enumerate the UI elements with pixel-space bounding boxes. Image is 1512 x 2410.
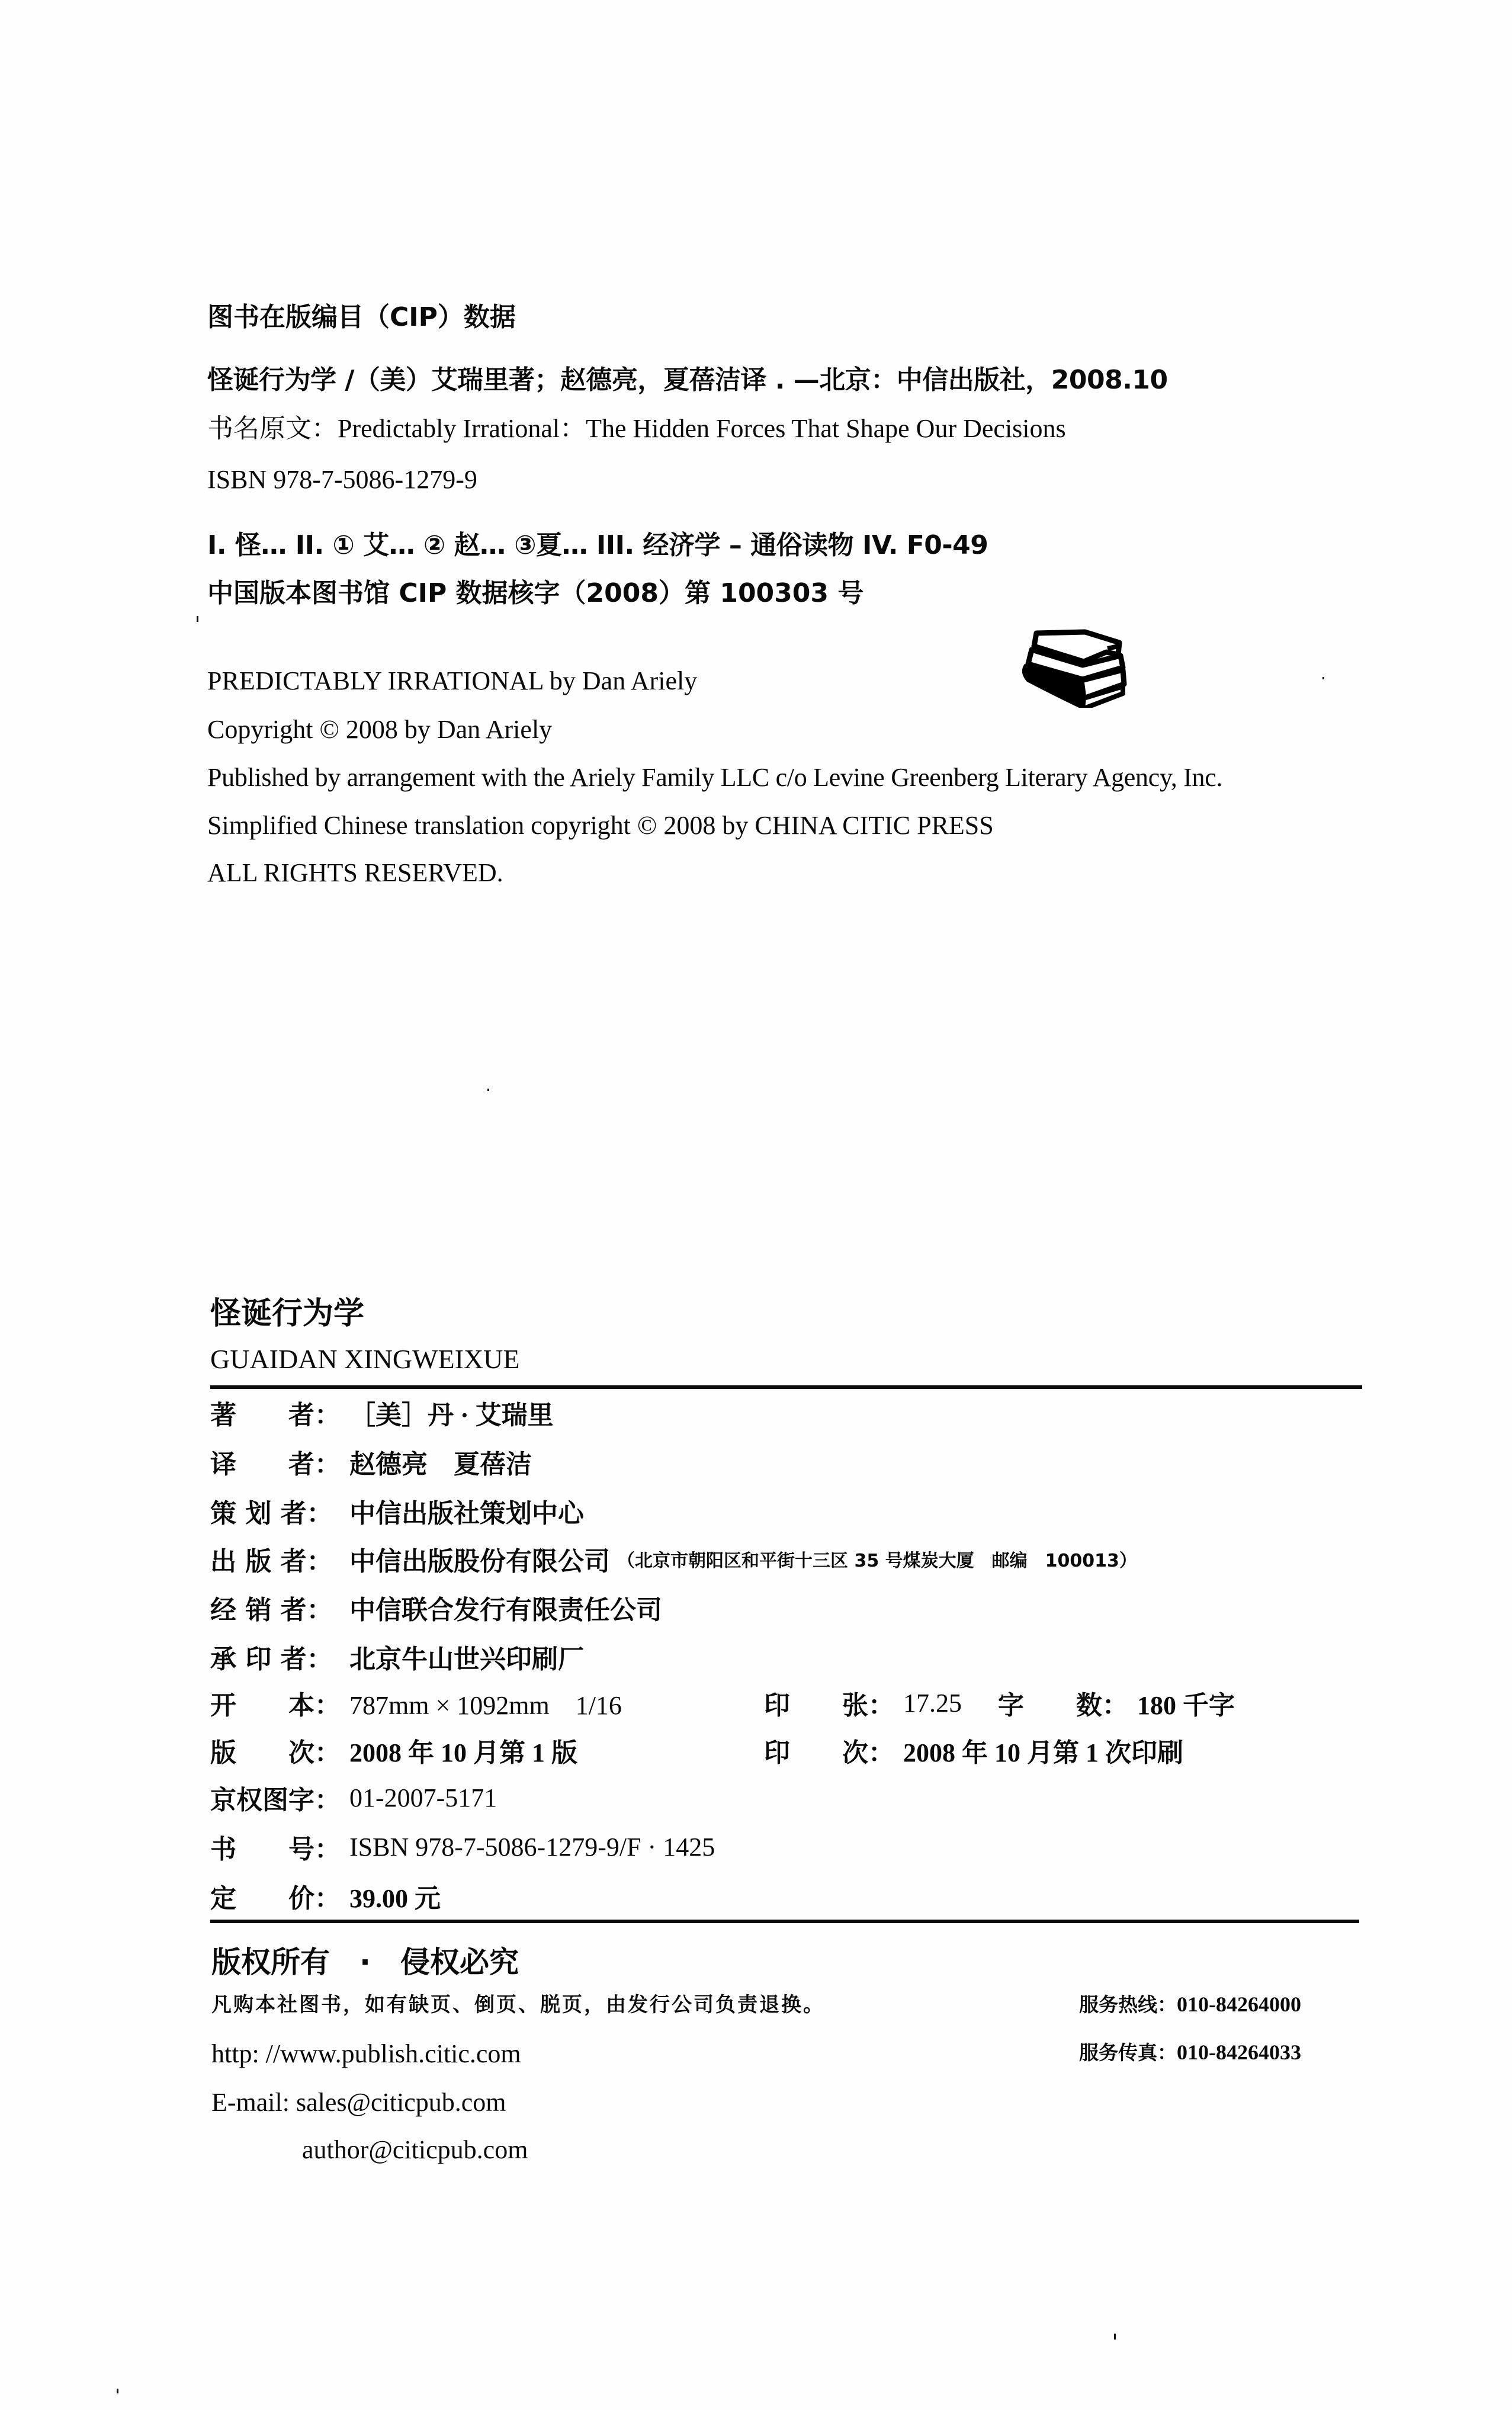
copyright-slogan: 版权所有 · 侵权必究 bbox=[211, 1945, 519, 1979]
service-hotline bbox=[1079, 1994, 1301, 2015]
planner-value: 中信出版社策划中心 bbox=[349, 1499, 584, 1528]
author-value: ［美］丹 · 艾瑞里 bbox=[349, 1401, 554, 1430]
email-author-link[interactable]: author@citicpub.com bbox=[302, 2135, 528, 2164]
detail-translator bbox=[210, 1445, 532, 1478]
rights-reserved: ALL RIGHTS RESERVED. bbox=[207, 858, 503, 887]
return-notice: 凡购本社图书，如有缺页、倒页、脱页，由发行公司负责退换。 bbox=[211, 1993, 825, 2017]
service-fax bbox=[1079, 2042, 1301, 2063]
detail-price bbox=[210, 1879, 441, 1912]
cip-original-title bbox=[207, 416, 1066, 442]
cip-classification: I. 怪… II. ① 艾… ② 赵… ③夏… III. 经济学 – 通俗读物 IV. F0-49 bbox=[207, 530, 988, 560]
distributor-label: 经 销 者： bbox=[210, 1595, 333, 1625]
price-label: 定 价： bbox=[210, 1883, 341, 1914]
translator-label: 译 者： bbox=[210, 1449, 341, 1480]
scan-speck bbox=[1114, 2334, 1116, 2340]
book-number-label: 书 号： bbox=[210, 1834, 341, 1865]
format-label: 开 本： bbox=[210, 1690, 341, 1721]
format-value: 787mm × 1092mm 1/16 bbox=[349, 1691, 622, 1720]
publisher-label: 出 版 者： bbox=[210, 1546, 333, 1577]
detail-format bbox=[210, 1686, 1235, 1719]
detail-license bbox=[210, 1781, 497, 1814]
detail-author bbox=[210, 1396, 554, 1429]
author-label: 著 者： bbox=[210, 1400, 341, 1430]
book-title-pinyin: GUAIDAN XINGWEIXUE bbox=[210, 1344, 520, 1374]
cip-bibliographic-line: 怪诞行为学 /（美）艾瑞里著；赵德亮，夏蓓洁译 . —北京：中信出版社，2008.10 bbox=[207, 365, 1168, 395]
scan-speck bbox=[1322, 677, 1324, 679]
detail-edition bbox=[210, 1734, 1183, 1767]
detail-planner bbox=[210, 1494, 584, 1527]
email-label: E-mail: bbox=[211, 2088, 290, 2117]
fax-number: 010-84264033 bbox=[1177, 2040, 1301, 2064]
printer-label: 承 印 者： bbox=[210, 1644, 333, 1674]
detail-distributor bbox=[210, 1591, 662, 1624]
cip-data-number: 中国版本图书馆 CIP 数据核字（2008）第 100303 号 bbox=[207, 578, 864, 608]
rights-arrangement: Published by arrangement with the Ariely Family LLC c/o Levine Greenberg Literary Agency, Inc. bbox=[207, 763, 1223, 792]
book-title-chinese: 怪诞行为学 bbox=[210, 1296, 365, 1331]
scan-speck bbox=[487, 1089, 489, 1091]
bottom-divider bbox=[210, 1920, 1359, 1923]
detail-publisher bbox=[210, 1542, 1137, 1575]
hotline-label: 服务热线： bbox=[1079, 1993, 1177, 2016]
price-value: 39.00 元 bbox=[349, 1884, 441, 1913]
scan-speck bbox=[197, 616, 198, 622]
cip-heading: 图书在版编目（CIP）数据 bbox=[207, 302, 516, 332]
email-line bbox=[211, 2090, 506, 2116]
top-divider bbox=[210, 1385, 1362, 1389]
original-title-text: 书名原文：Predictably Irrational：The Hidden Forces That Shape Our Decisions bbox=[207, 414, 1066, 443]
hotline-number: 010-84264000 bbox=[1177, 1992, 1301, 2016]
printer-value: 北京牛山世兴印刷厂 bbox=[349, 1645, 584, 1674]
cip-isbn: ISBN 978-7-5086-1279-9 bbox=[207, 465, 477, 494]
detail-printer bbox=[210, 1640, 584, 1673]
publisher-address: （北京市朝阳区和平街十三区 35 号煤炭大厦 邮编 100013） bbox=[617, 1551, 1137, 1571]
sheets-label: 印 张： bbox=[764, 1690, 894, 1721]
translator-value: 赵德亮 夏蓓洁 bbox=[349, 1450, 532, 1479]
scan-speck bbox=[117, 2389, 118, 2393]
license-label: 京权图字： bbox=[210, 1785, 341, 1815]
sheets-value: 17.25 bbox=[903, 1688, 962, 1718]
distributor-value: 中信联合发行有限责任公司 bbox=[349, 1596, 662, 1625]
email-sales-link[interactable]: sales@citicpub.com bbox=[296, 2088, 506, 2117]
rights-translation: Simplified Chinese translation copyright © 2008 by CHINA CITIC PRESS bbox=[207, 811, 994, 840]
publisher-value: 中信出版股份有限公司 bbox=[349, 1547, 610, 1576]
printing-value: 2008 年 10 月第 1 次印刷 bbox=[903, 1738, 1183, 1767]
rights-title-line: PREDICTABLY IRRATIONAL by Dan Ariely bbox=[207, 666, 698, 695]
word-count-label: 字 数： bbox=[998, 1690, 1128, 1721]
stack-of-books-icon bbox=[1019, 625, 1131, 708]
planner-label: 策 划 者： bbox=[210, 1498, 333, 1529]
website-link[interactable]: http: //www.publish.citic.com bbox=[211, 2039, 521, 2068]
detail-book-number bbox=[210, 1830, 715, 1863]
rights-copyright: Copyright © 2008 by Dan Ariely bbox=[207, 715, 553, 744]
fax-label: 服务传真： bbox=[1079, 2041, 1177, 2064]
printing-label: 印 次： bbox=[764, 1738, 894, 1768]
license-value: 01-2007-5171 bbox=[349, 1783, 497, 1812]
book-number-value: ISBN 978-7-5086-1279-9/F · 1425 bbox=[349, 1832, 715, 1862]
word-count-value: 180 千字 bbox=[1137, 1691, 1235, 1720]
edition-label: 版 次： bbox=[210, 1738, 341, 1768]
edition-value: 2008 年 10 月第 1 版 bbox=[349, 1738, 577, 1767]
